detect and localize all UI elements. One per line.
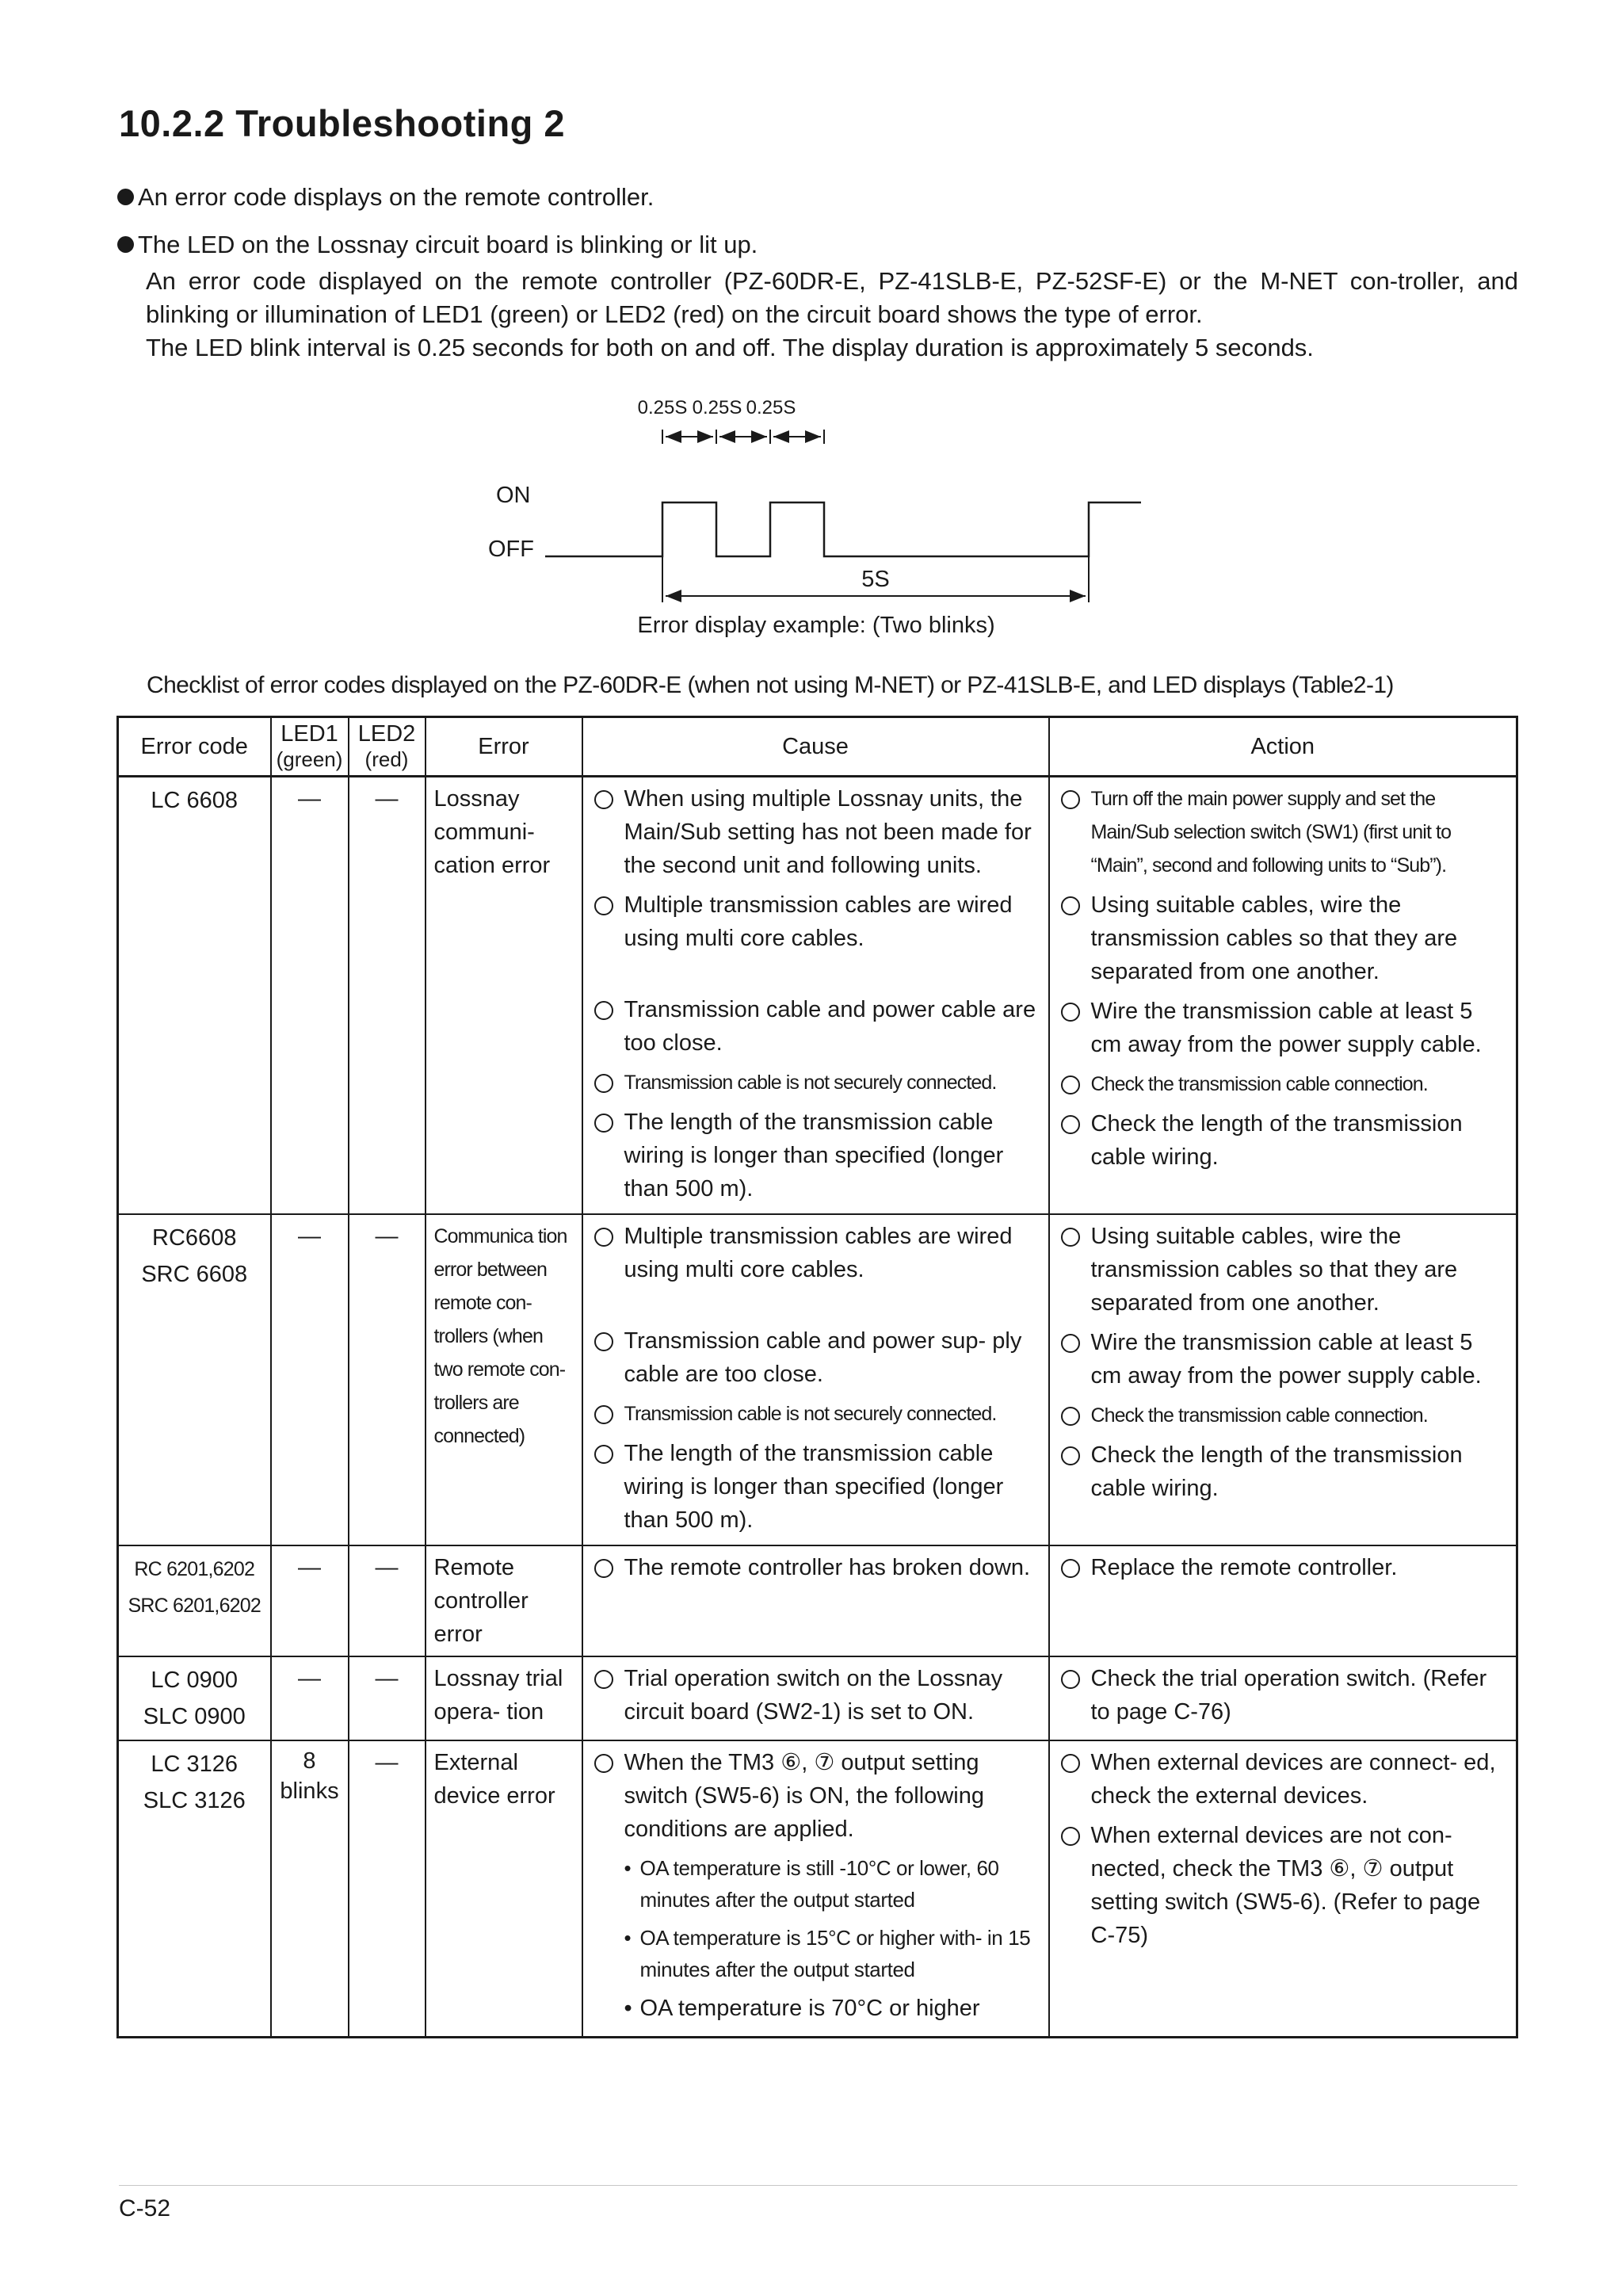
led-waveform — [545, 502, 1141, 556]
error-code-cell — [118, 1545, 271, 1656]
table-row — [118, 1656, 1517, 1740]
bullet-text: An error code displays on the remote controller. — [138, 183, 655, 211]
action-text: Check the trial operation switch. (Refer to page C-76) — [1090, 1666, 1487, 1725]
header-led1-label: LED1 — [281, 721, 338, 747]
error-cell: Lossnay communi- cation error — [426, 777, 582, 1215]
action-text: Replace the remote controller. — [1090, 1555, 1398, 1580]
bullet-item — [116, 228, 1518, 262]
timing-diagram-svg — [475, 388, 1189, 650]
cause-cell — [582, 1740, 1049, 2038]
header-led2-color: (red) — [364, 747, 409, 771]
action-item — [1058, 888, 1509, 988]
cause-item — [591, 993, 1040, 1060]
circle-bullet-icon — [594, 1332, 613, 1351]
circle-bullet-icon — [594, 1001, 613, 1020]
action-item — [1058, 1438, 1509, 1505]
interval-label: 0.25S — [637, 397, 688, 418]
bullet-item — [116, 181, 1518, 214]
diagram-caption: Error display example: (Two blinks) — [637, 613, 995, 638]
action-text: Check the length of the transmission cable wiring. — [1090, 1442, 1463, 1501]
action-item — [1058, 1399, 1509, 1432]
led2-cell: — — [349, 777, 426, 1215]
cause-text: The remote controller has broken down. — [624, 1555, 1031, 1580]
condition-text: OA temperature is still -10°C or lower, 60 minutes after the output started — [639, 1856, 999, 1912]
cause-text: When using multiple Lossnay units, the Main/Sub setting has not been made for the second unit and following units. — [624, 786, 1032, 878]
interval-label: 0.25S — [746, 397, 796, 418]
cause-item — [591, 1437, 1040, 1537]
led2-cell: — — [349, 1656, 426, 1740]
header-led2-label: LED2 — [357, 721, 416, 747]
page-number: C-52 — [119, 2195, 171, 2222]
circle-bullet-icon — [594, 790, 613, 809]
action-item — [1058, 1551, 1509, 1584]
cause-item — [591, 1106, 1040, 1205]
cause-item — [591, 1397, 1040, 1431]
circle-bullet-icon — [594, 1405, 613, 1424]
circle-bullet-icon — [594, 1559, 613, 1578]
error-code-cell — [118, 1214, 271, 1545]
dot-bullet-icon: • — [624, 1926, 632, 1950]
action-text: When external devices are connect- ed, check the external devices. — [1090, 1750, 1496, 1809]
condition-text: OA temperature is 70°C or higher — [639, 1996, 980, 2021]
action-item — [1058, 1326, 1509, 1392]
action-cell — [1049, 1656, 1517, 1740]
error-code: SLC 3126 — [143, 1788, 246, 1813]
header-led2 — [349, 717, 426, 777]
circle-bullet-icon — [1061, 790, 1080, 809]
circle-bullet-icon — [1061, 1446, 1080, 1465]
header-error-code: Error code — [118, 717, 271, 777]
cause-item — [591, 888, 1040, 955]
condition-item — [624, 1992, 1040, 2025]
error-code-cell — [118, 777, 271, 1215]
cause-text: Multiple transmission cables are wired using multi core cables. — [624, 892, 1013, 951]
cause-item — [591, 1324, 1040, 1391]
action-cell — [1049, 777, 1517, 1215]
error-cell: Remote controller error — [426, 1545, 582, 1656]
footer-divider — [119, 2185, 1517, 2186]
cause-text: Transmission cable and power sup- ply cable are too close. — [624, 1328, 1022, 1387]
led1-cell: — — [271, 777, 349, 1215]
action-text: Turn off the main power supply and set the Main/Sub selection switch (SW1) (first unit to “Main”, second and following units to “Sub”). — [1090, 788, 1452, 877]
table-row — [118, 1545, 1517, 1656]
circle-bullet-icon — [1061, 1827, 1080, 1846]
error-code-cell — [118, 1740, 271, 2038]
table-row — [118, 777, 1517, 1215]
duration-label: 5S — [861, 567, 890, 592]
cause-item — [591, 1551, 1040, 1584]
cause-item — [591, 1662, 1040, 1729]
circle-bullet-icon — [594, 896, 613, 915]
action-text: Wire the transmission cable at least 5 cm away from the power supply cable. — [1090, 1330, 1482, 1389]
action-cell — [1049, 1214, 1517, 1545]
action-item — [1058, 1220, 1509, 1320]
action-cell — [1049, 1740, 1517, 2038]
bullet-dot-icon — [117, 189, 134, 205]
table-header-row — [118, 717, 1517, 777]
circle-bullet-icon — [594, 1445, 613, 1464]
cause-item — [591, 782, 1040, 882]
circle-bullet-icon — [1061, 1407, 1080, 1426]
circle-bullet-icon — [594, 1074, 613, 1093]
led1-cell: 8 blinks — [271, 1740, 349, 2038]
circle-bullet-icon — [1061, 1003, 1080, 1022]
table-caption: Checklist of error codes displayed on the PZ-60DR-E (when not using M-NET) or PZ-41SLB-E, and LED displays (Table2-1) — [147, 672, 1394, 698]
error-code-table — [116, 716, 1518, 2038]
table-row — [118, 1740, 1517, 2038]
action-item — [1058, 782, 1509, 882]
bullet-dot-icon — [117, 236, 134, 253]
action-text: When external devices are not con- nected, check the TM3 ⑥, ⑦ output setting switch (SW5-6). (Refer to page C-75) — [1090, 1823, 1481, 1948]
error-code: RC 6201,6202 — [134, 1558, 255, 1580]
circle-bullet-icon — [1061, 1754, 1080, 1773]
error-cell: Communica tion error between remote con- trollers (when two remote con- trollers are connected) — [426, 1214, 582, 1545]
led-timing-diagram — [475, 388, 1189, 650]
cause-text: Transmission cable is not securely connected. — [624, 1403, 997, 1425]
led1-cell: — — [271, 1545, 349, 1656]
circle-bullet-icon — [594, 1754, 613, 1773]
led2-cell: — — [349, 1214, 426, 1545]
led1-cell: — — [271, 1656, 349, 1740]
condition-item — [624, 1852, 1040, 1916]
dot-bullet-icon: • — [624, 1856, 632, 1880]
condition-text: OA temperature is 15°C or higher with- in 15 minutes after the output started — [639, 1926, 1031, 1981]
error-code: LC 6608 — [151, 788, 239, 813]
cause-text: Transmission cable is not securely connected. — [624, 1072, 997, 1094]
header-error: Error — [426, 717, 582, 777]
circle-bullet-icon — [594, 1114, 613, 1133]
cause-text: Multiple transmission cables are wired using multi core cables. — [624, 1224, 1013, 1282]
circle-bullet-icon — [1061, 1075, 1080, 1095]
cause-cell — [582, 777, 1049, 1215]
action-item — [1058, 1746, 1509, 1813]
intro-bullets — [116, 181, 1518, 365]
action-text: Check the transmission cable connection. — [1090, 1073, 1428, 1095]
action-item — [1058, 1819, 1509, 1952]
cause-text: Trial operation switch on the Lossnay circuit board (SW2-1) is set to ON. — [624, 1666, 1003, 1725]
error-cell: External device error — [426, 1740, 582, 2038]
header-action: Action — [1049, 717, 1517, 777]
action-item — [1058, 1107, 1509, 1174]
error-cell: Lossnay trial opera- tion — [426, 1656, 582, 1740]
header-led1-color: (green) — [276, 747, 343, 771]
led-description — [146, 265, 1518, 365]
description-line: The LED blink interval is 0.25 seconds for both on and off. The display duration is approximately 5 seconds. — [146, 334, 1314, 361]
action-item — [1058, 1662, 1509, 1729]
error-code: SRC 6201,6202 — [128, 1595, 261, 1617]
error-code: SLC 0900 — [143, 1704, 246, 1729]
error-code: LC 0900 — [151, 1668, 239, 1693]
cause-text: The length of the transmission cable wiring is longer than specified (longer than 500 m). — [624, 1441, 1004, 1533]
interval-label: 0.25S — [692, 397, 742, 418]
circle-bullet-icon — [1061, 1115, 1080, 1134]
circle-bullet-icon — [594, 1228, 613, 1247]
table-row — [118, 1214, 1517, 1545]
error-code-cell — [118, 1656, 271, 1740]
cause-item — [591, 1066, 1040, 1099]
circle-bullet-icon — [1061, 1334, 1080, 1353]
page-heading: 10.2.2 Troubleshooting 2 — [119, 102, 566, 144]
error-code: SRC 6608 — [141, 1262, 248, 1287]
header-cause: Cause — [582, 717, 1049, 777]
circle-bullet-icon — [1061, 1559, 1080, 1578]
action-text: Wire the transmission cable at least 5 cm away from the power supply cable. — [1090, 999, 1482, 1057]
circle-bullet-icon — [1061, 1670, 1080, 1689]
action-item — [1058, 995, 1509, 1061]
header-led1 — [271, 717, 349, 777]
action-text: Check the length of the transmission cable wiring. — [1090, 1111, 1463, 1170]
cause-cell — [582, 1214, 1049, 1545]
error-code: RC6608 — [152, 1225, 237, 1251]
description-line: An error code displayed on the remote controller (PZ-60DR-E, PZ-41SLB-E, PZ-52SF-E) or the M-NET con-troller, and blinking or illumination of LED1 (green) or LED2 (red) on the circuit board shows the type of error. — [146, 267, 1518, 328]
cause-item — [591, 1220, 1040, 1286]
cause-item — [591, 1746, 1040, 1846]
cause-cell — [582, 1656, 1049, 1740]
bullet-text: The LED on the Lossnay circuit board is blinking or lit up. — [138, 231, 758, 258]
action-text: Using suitable cables, wire the transmission cables so that they are separated from one another. — [1090, 1224, 1458, 1316]
cause-cell — [582, 1545, 1049, 1656]
cause-text: Transmission cable and power cable are too close. — [624, 997, 1036, 1056]
action-text: Check the transmission cable connection. — [1090, 1404, 1428, 1427]
error-code: LC 3126 — [151, 1752, 239, 1777]
led2-cell: — — [349, 1740, 426, 2038]
cause-text: When the TM3 ⑥, ⑦ output setting switch (SW5-6) is ON, the following conditions are applied. — [624, 1750, 984, 1842]
dot-bullet-icon: • — [624, 1996, 632, 2021]
circle-bullet-icon — [1061, 896, 1080, 915]
led2-cell: — — [349, 1545, 426, 1656]
action-text: Using suitable cables, wire the transmission cables so that they are separated from one another. — [1090, 892, 1458, 984]
cause-text: The length of the transmission cable wiring is longer than specified (longer than 500 m). — [624, 1110, 1004, 1201]
circle-bullet-icon — [594, 1670, 613, 1689]
circle-bullet-icon — [1061, 1228, 1080, 1247]
off-label: OFF — [488, 537, 534, 562]
action-cell — [1049, 1545, 1517, 1656]
on-label: ON — [496, 483, 531, 508]
action-item — [1058, 1068, 1509, 1101]
led1-cell: — — [271, 1214, 349, 1545]
condition-item — [624, 1922, 1040, 1985]
